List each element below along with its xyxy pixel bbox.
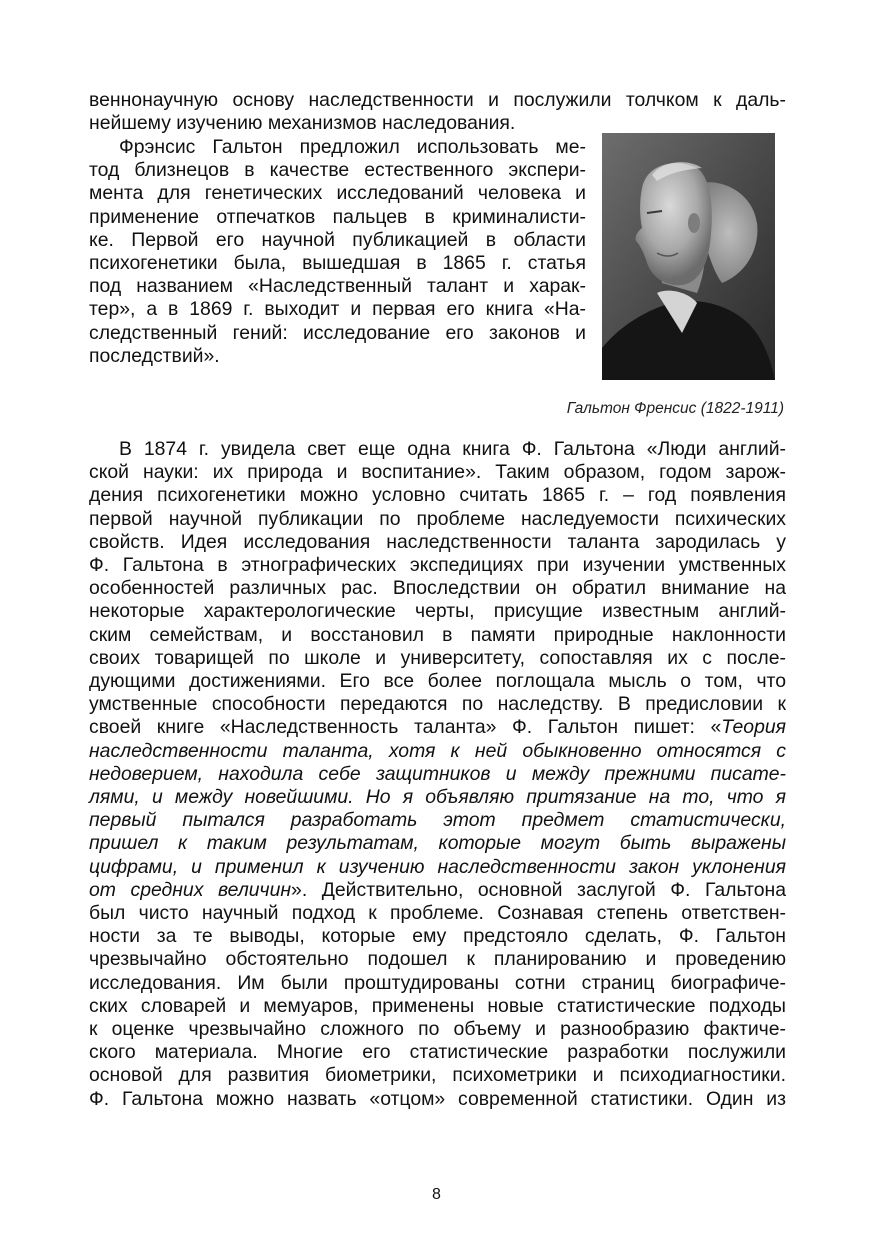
quote-segment: от средних величин (89, 878, 292, 901)
text-line (89, 832, 786, 855)
text-line (89, 879, 786, 902)
quote-segment: лями, и между новейшими. Но я объявляю притязание на то, что я (89, 786, 786, 809)
text-line (89, 856, 786, 879)
text-line: ности за те выводы, которые ему предстояло сделать, Ф. Гальтон (89, 925, 786, 948)
quote-segment: цифрами, и применил к изучению наследственности закон уклонения (89, 855, 786, 878)
quote-segment: Теория (721, 716, 786, 739)
text-line (89, 716, 786, 739)
text-segment: ». Действительно, основной заслугой Ф. Гальтона (291, 878, 786, 901)
portrait-caption: Гальтон Френсис (1822-1911) (566, 400, 784, 417)
text-line: некоторые характерологические черты, присущие известным англий- (89, 600, 786, 623)
text-line: свойств. Идея исследования наследственности таланта зародилась у (89, 530, 786, 553)
text-line: особенностей различных рас. Впоследствии он обратил внимание на (89, 577, 786, 600)
text-line: ских словарей и мемуаров, применены новые статистические подходы (89, 994, 786, 1017)
text-line: Ф. Гальтона в этнографических экспедициях при изучении умственных (89, 554, 786, 577)
text-line (89, 786, 786, 809)
text-line: под названием «Наследственный талант и харак- (89, 275, 586, 298)
text-line (89, 809, 786, 832)
text-line: был чисто научный подход к проблеме. Сознавая степень ответствен- (89, 902, 786, 925)
quote-segment: первый пытался разработать этот предмет статистически, (89, 809, 786, 832)
text-line: ке. Первой его научной публикацией в области (89, 228, 586, 251)
text-line: веннонаучную основу наследственности и послужили толчком к даль- (89, 89, 786, 111)
text-line: ской науки: их природа и воспитание». Таким образом, годом зарож- (89, 461, 786, 484)
text-line: В 1874 г. увидела свет еще одна книга Ф. Гальтона «Люди англий- (119, 438, 786, 460)
text-line: основой для развития биометрики, психометрики и психодиагностики. (89, 1064, 786, 1087)
text-line: к оценке чрезвычайно сложного по объему и разнообразию фактиче- (89, 1018, 786, 1041)
text-line: первой научной публикации по проблеме наследуемости психических (89, 507, 786, 530)
text-line: психогенетики была, вышедшая в 1865 г. статья (89, 252, 586, 275)
page-number: 8 (432, 1186, 441, 1203)
paragraph-3 (89, 438, 786, 1111)
text-line: ского материала. Многие его статистические разработки послужили (89, 1041, 786, 1064)
text-line: тер», а в 1869 г. выходит и первая его книга «На- (89, 298, 586, 321)
paragraph-1 (89, 89, 786, 135)
text-line: Ф. Гальтона можно назвать «отцом» современной статистики. Один из (89, 1087, 786, 1110)
text-line: дения психогенетики можно условно считать 1865 г. – год появления (89, 484, 786, 507)
text-line: нейшему изучению механизмов наследования. (89, 112, 516, 135)
text-segment: своей книге «Наследственность таланта» Ф. Гальтон пишет: « (89, 716, 722, 739)
quote-segment: недоверием, находила себе защитников и между прежними писате- (89, 762, 786, 785)
text-line: следственный гений: исследование его законов и (89, 321, 586, 344)
portrait-photo (602, 133, 775, 380)
quote-segment: пришел к таким результатам, которые могут быть выражены (89, 832, 786, 855)
text-line: умственные способности передаются по наследству. В предисловии к (89, 693, 786, 716)
text-line: дующими достижениями. Его все более поглощала мысль о том, что (89, 670, 786, 693)
text-line: тод близнецов в качестве естественного экспери- (89, 159, 586, 182)
text-line: применение отпечатков пальцев в криминалисти- (89, 205, 586, 228)
quote-segment: наследственности таланта, хотя к ней обыкновенно относятся с (89, 739, 786, 762)
text-line: ским семействам, и восстановил в памяти природные наклонности (89, 623, 786, 646)
text-line: мента для генетических исследований человека и (89, 182, 586, 205)
text-line: последствий». (89, 344, 220, 367)
text-line: своих товарищей по школе и университету, сопоставляя их с после- (89, 646, 786, 669)
text-line (89, 763, 786, 786)
text-line: чрезвычайно обстоятельно подошел к планированию и проведению (89, 948, 786, 971)
paragraph-2 (89, 136, 586, 368)
text-line: исследования. Им были проштудированы сотни страниц биографиче- (89, 971, 786, 994)
text-line (89, 740, 786, 763)
text-line: Фрэнсис Гальтон предложил использовать ме- (119, 136, 586, 158)
